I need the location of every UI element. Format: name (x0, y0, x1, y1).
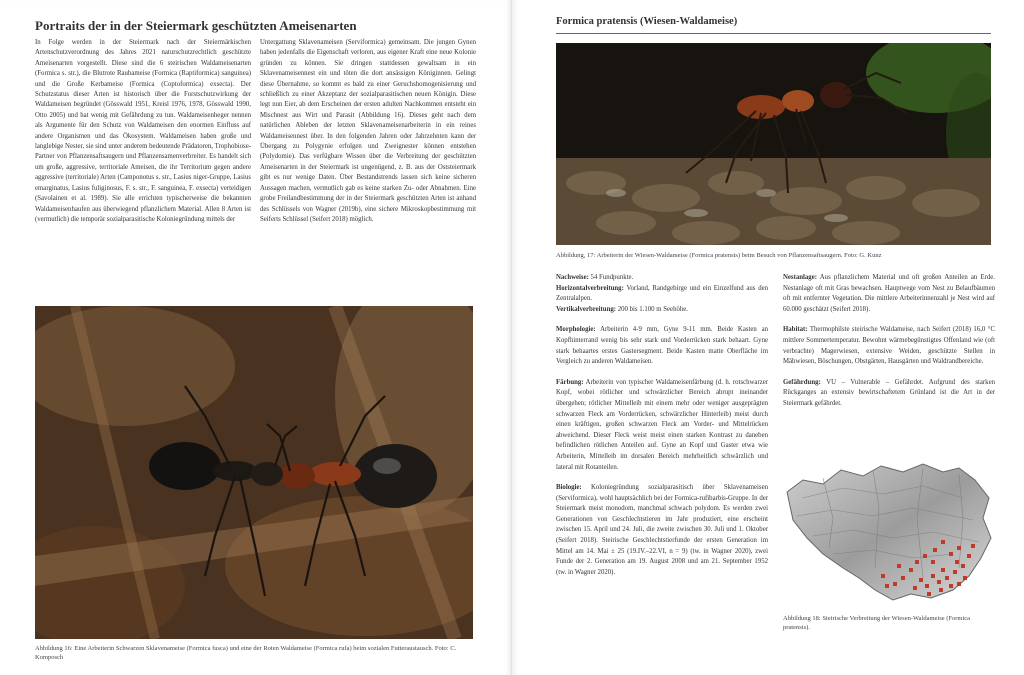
text-column-right (260, 38, 476, 225)
styria-relief-map (783, 458, 995, 604)
nestanlage-text: Aus pflanzlichem Material und oft großen Anteilen an Erde. Nestanlage oft mit Gras bewachsen. Hauptwege vom Nest zu Belaufbäumen oft mit entfernter Vegetation. Die mittlere Arbeiterinnenzahl je Nest wird auf 60.000 geschätzt (Seifert 2018). (783, 274, 996, 313)
occurrence-marker (953, 570, 957, 574)
distribution-block (556, 273, 768, 315)
photo-ant-food-exchange (35, 306, 473, 639)
occurrence-marker (945, 576, 949, 580)
occurrence-marker (957, 582, 961, 586)
habitat-block (783, 325, 995, 367)
morphology-block (556, 325, 768, 367)
morphologie-text: Arbeiterin 4-9 mm, Gyne 9-11 mm. Beide Kasten an Kopfhinterrand wenig bis sehr stark und Vorderrücken stark behaart. Gyne stark behaartes erstes Gastersegment. Beide Kasten matte Oberfläche im Vergleich zu anderen Waldameisen. (556, 326, 769, 366)
horizontal-value: Vorland, Randgebirge und ein Einzelfund aus den Zentralalpen. (556, 284, 769, 303)
styria-distribution-map (783, 458, 995, 604)
occurrence-marker (915, 560, 919, 564)
habitat-text: Thermophilste steirische Waldameise, nach Seifert (2018) 16,0 °C mittlere Sommertemperatur. Bewohnt wärmebegünstigtes Offenland wie (oft verbrachte) Magerwiesen, extensive Weiden, geschützte Stellen in Mähwiesen, Böschungen, Obstgärten, Hausgärten und Waldrandbereiche. (783, 326, 995, 366)
occurrence-marker (939, 588, 943, 592)
occurrence-marker (963, 576, 967, 580)
occurrence-marker (957, 546, 961, 550)
species-column-right (783, 273, 995, 420)
nestanlage-label: Nestanlage: (783, 274, 817, 281)
ant-exchange-illustration (35, 306, 473, 639)
nest-block (783, 273, 995, 315)
occurrence-marker (967, 554, 971, 558)
occurrence-marker (931, 560, 935, 564)
occurrence-marker (893, 582, 897, 586)
occurrence-marker (941, 568, 945, 572)
occurrence-marker (933, 548, 937, 552)
biologie-text: Koloniegründung sozialparasitisch über Sklavenameisen (Serviformica), wohl hauptsächlich bei der Formica-rufibarbis-Gruppe. In der Steiermark meist monodom, manchmal schwach polydom. Es werden zwei Generationen von Geschlechtstieren im Jahr produziert, eine erscheint zwischen 15. April und 24. Juli, die zweite zwischen 30. Juli und 1. Oktober (Seifert 2018). Steirische Geschlechtstierfunde der ersten Generation im Mittel am 14. Mai ± 25 (19.IV.–22.VI, n = 9) (tw. in Wagner 2020), zwei Funde der 2. Generation am 19. August 2008 und am 21. September 1952 (tw. in Wagner 2020). (556, 484, 768, 576)
species-column-left (556, 273, 768, 588)
occurrence-marker (901, 576, 905, 580)
occurrence-marker (937, 580, 941, 584)
occurrence-marker (909, 568, 913, 572)
paragraph-continued: Untergattung Sklavenameisen (Serviformica) gemeinsam. Die jungen Gynen haben jedenfalls die Eigenschaft verloren, aus eigener Kraft eine neue Kolonie gründen zu können. Sie dringen stattdessen gewaltsam in ein Sklavenameisennest ein und töten die dort ansässigen Königinnen. Gelingt diese Übernahme, so kommt es bald zu einer Geruchshomogenisierung und schließlich zu einer Akzeptanz der sozialparasitischen neuen Königin. Diese legt nun Eier, ab dem Erscheinen der ersten adulten Nachkommen entsteht ein Mischnest aus Wirt und Parasit (Abbildung 16). Dieses geht nach dem natürlichen Ableben der letzten Sklavenameisenarbeiterin in ein reines Waldameisennest über. In den folgenden Jahren oder Jahrzehnten kann der Übergang zu Polygynie erfolgen und Zweignester können entstehen (Polydomie). Das verfügbare Wissen über die Verbreitung der geschützten Ameisenarten in der Steiermark ist ungenügend, z. B. aus der Oststeiermark gibt es nur wenige Daten. Über Bestandstrends lassen sich keine sicheren Aussagen machen, vermutlich gab es keine starken Zu- oder Abnahmen. Eine grobe Freilandbestimmung der in der Steiermark geschützten Arten ist anhand des Schlüssels von Wagner (2019b), eine sichere Mikroskopbestimmung mit Seiferts Schlüssel (Seifert 2018) möglich. (260, 39, 476, 223)
title-rule (556, 33, 991, 34)
species-title: Formica pratensis (Wiesen-Waldameise) (556, 16, 738, 27)
biology-block (556, 483, 768, 578)
occurrence-marker (913, 586, 917, 590)
paragraph-intro: In Folge werden in der Steiermark nach der Steiermärkischen Artenschutzverordnung des Jahres 2021 naturschutzrechtlich geschützte Ameisenarten vorgestellt. Diese sind die 6 steirischen Waldameisenarten (Formica s. str.), die Blutrote Raubameise (Formica (Raptiformica) sanguinea) und die Große Kerbameise (Formica (Coptoformica) exsecta). Der Schutzstatus dieser Arten ist historisch über die Forstschutzwirkung der Waldameisen begründet (Gösswald 1951, Kreisl 1976, 1978, Gösswald 1990, Otto 2005) und hat wenig mit Gefährdung zu tun. Waldameisenheger nennen als Argumente für den Schutz von Waldameisen den enormen Einfluss auf andere Organismen und das Ökosystem. Waldameisen haben große und langlebige Nester, sie sind unter anderem bedeutende Prädatoren, Trophobiose-Partner von Pflanzensaftsaugern und Pflanzensamenverbreiter. Es handelt sich um große, aggressive, territoriale Ameisen, die ihr Territorium gegen andere aggressive (territoriale) Arten (Camponotus s. str., Lasius niger-Gruppe, Lasius emarginatus, Lasius fuliginosus, F. s. str., F. sanguinea, F. exsecta) verteidigen (Savolainen et al. 1989). Sie alle errichten typischerweise die bekannten Waldameisenhaufen aus überwiegend pflanzlichem Material. Allen 8 Arten ist (vermutlich) die temporär sozialparasitische Koloniegründung mittels der (35, 39, 251, 223)
occurrence-marker (949, 552, 953, 556)
occurrence-marker (881, 574, 885, 578)
gefaehrdung-text: VU – Vulnerable – Gefährdet. Aufgrund des starken Rückganges an extensiv bewirtschaftetem Grünland ist die Art in der Steiermark gefährdet. (783, 378, 995, 407)
occurrence-marker (971, 544, 975, 548)
occurrence-marker (961, 564, 965, 568)
occurrence-marker (955, 560, 959, 564)
figure-17-caption: Abbildung, 17: Arbeiterin der Wiesen-Waldameise (Formica pratensis) beim Besuch von Pflanzensaftsaugern. Foto: G. Kunz (556, 252, 882, 259)
habitat-label: Habitat: (783, 326, 808, 334)
page-title: Portraits der in der Steiermark geschützten Ameisenarten (35, 18, 357, 33)
photo-formica-pratensis (556, 43, 991, 245)
occurrence-marker (885, 584, 889, 588)
occurrence-marker (923, 554, 927, 558)
occurrence-marker (949, 584, 953, 588)
morphologie-label: Morphologie: (556, 326, 596, 334)
text-column-left (35, 38, 251, 225)
coloration-block (556, 378, 768, 473)
occurrence-marker (897, 564, 901, 568)
occurrence-marker (941, 540, 945, 544)
nachweise-label: Nachweise: (556, 274, 589, 281)
faerbung-label: Färbung: (556, 378, 584, 386)
threat-block (783, 378, 995, 410)
horizontal-label: Horizontalverbreitung: (556, 284, 624, 292)
biologie-label: Biologie: (556, 484, 582, 492)
figure-16-caption: Abbildung 16: Eine Arbeiterin Schwarzen Sklavenameise (Formica fusca) und eine der Roten Waldameise (Formica rufa) beim sozialen Futteraustausch. Foto: C. Komposch (35, 645, 457, 661)
occurrence-marker (927, 592, 931, 596)
nachweise-value: 54 Fundpunkte. (590, 274, 634, 281)
ant-on-plant-illustration (556, 43, 991, 245)
occurrence-marker (931, 574, 935, 578)
vertikal-value: 200 bis 1.100 m Seehöhe. (617, 305, 688, 313)
gefaehrdung-label: Gefährdung: (783, 378, 821, 386)
vertikal-label: Vertikalverbreitung: (556, 305, 617, 313)
faerbung-text: Arbeiterin von typischer Waldameisenfärbung (d. h. rotschwarzer Kopf, wobei rötlicher und schwärzlicher Bereich abrupt ineinander übergehen; rötlicher Mittelleib mit einem mehr oder weniger ausgeprägten schwarzen Fleck am Vorderrücken, schwärzlicher Hinterleib) meist durch einen kräftigen, großen schwarzen Fleck am Vorder- und Mittelrücken abweichend. Dieser Fleck weist meist einen starken Kontrast zu daneben befindlichen rötlichen Anteilen auf. Gyne an Kopf und Gaster etwa wie Arbeiterin, Mittelleib im dorsalen Bereich mehrheitlich schwärzlich und lateral mit Rotanteilen. (556, 378, 769, 471)
figure-18-caption: Abbildung 18: Steirische Verbreitung der Wiesen-Waldameise (Formica pratensis). (783, 615, 971, 631)
occurrence-marker (925, 584, 929, 588)
occurrence-marker (919, 578, 923, 582)
